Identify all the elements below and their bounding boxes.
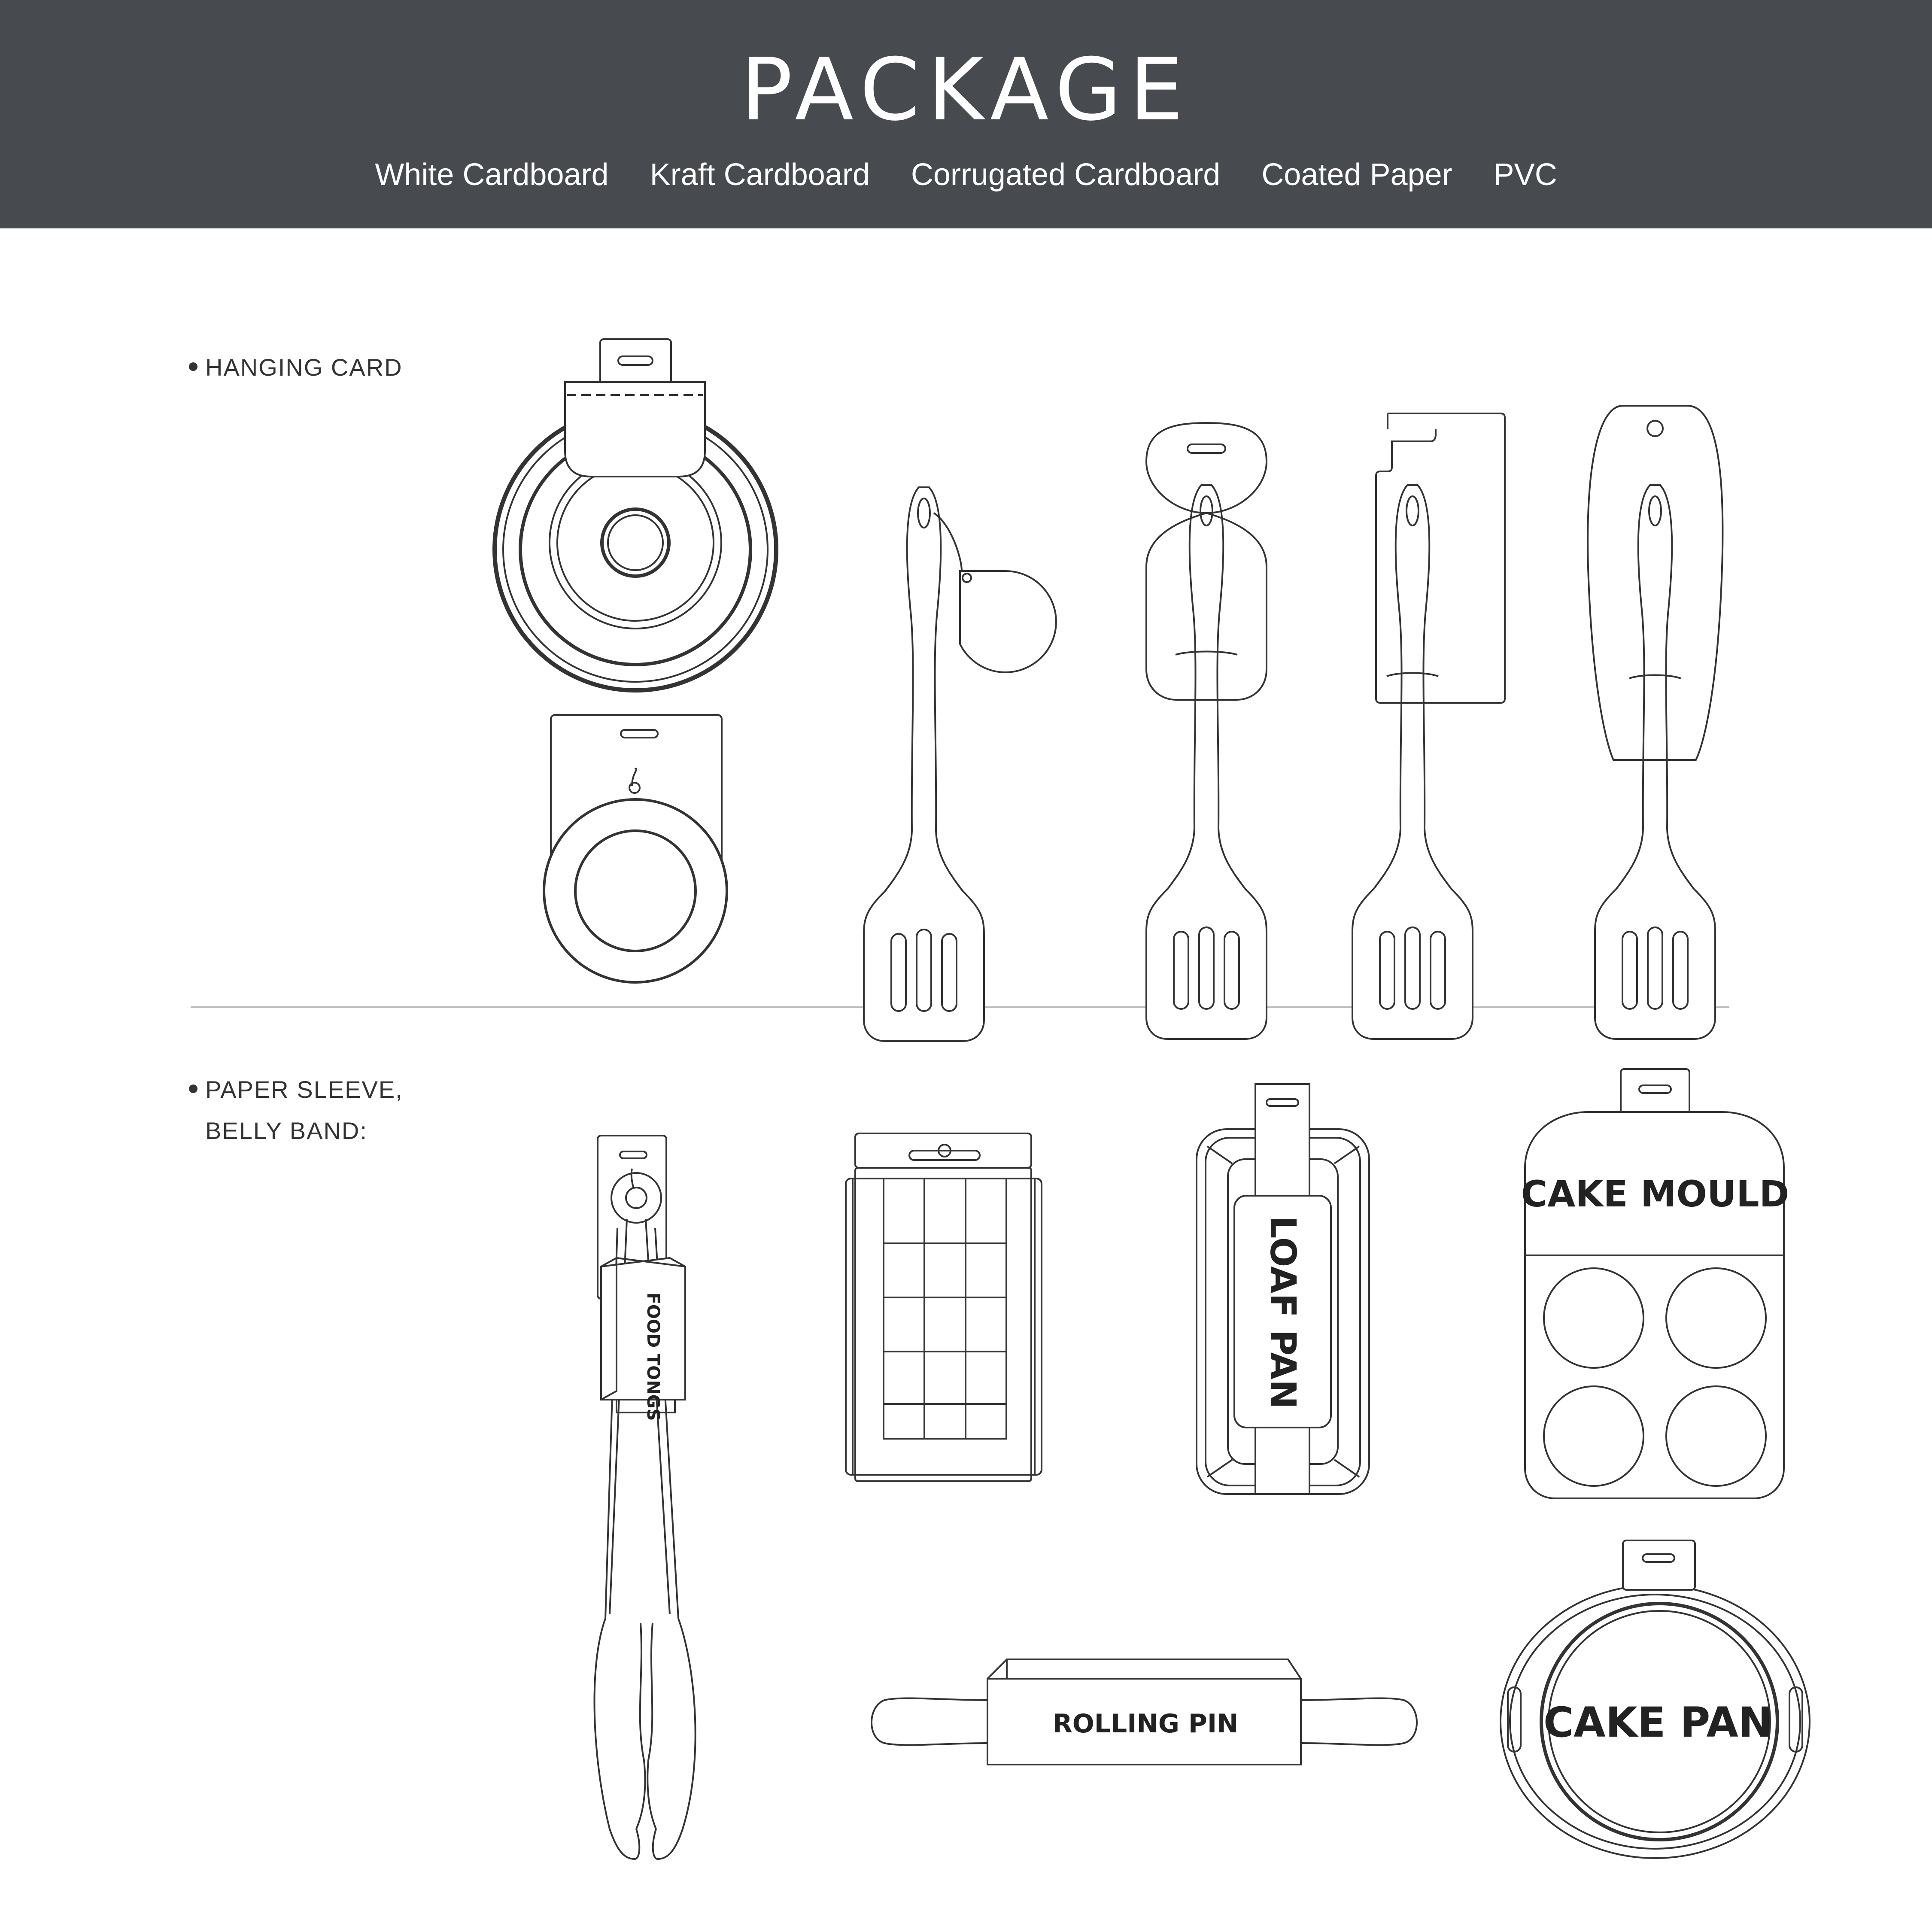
spatula-hook-card	[1352, 413, 1505, 1039]
cake-pan-label: CAKE PAN	[1543, 1698, 1773, 1747]
spatula-long-card	[1588, 406, 1722, 1039]
rolling-pin-label: ROLLING PIN	[1052, 1709, 1239, 1739]
material-item: Kraft Cardboard	[650, 158, 870, 192]
spatula-bulb-card	[1146, 423, 1267, 1039]
spatula-round-tag	[864, 487, 1056, 1041]
section-label-paper-sleeve: PAPER SLEEVE, BELLY BAND:	[189, 1069, 403, 1151]
food-tongs-sleeve	[595, 1136, 696, 1859]
cake-mould-label: CAKE MOULD	[1521, 1173, 1789, 1215]
small-lid-hanging-card	[544, 715, 727, 982]
material-item: White Cardboard	[375, 158, 609, 192]
loaf-pan-label: LOAF PAN	[1262, 1216, 1303, 1409]
material-item: Coated Paper	[1261, 158, 1452, 192]
cake-mould-card	[1525, 1069, 1784, 1498]
material-item: Corrugated Cardboard	[911, 158, 1221, 192]
section-label-hanging-card: HANGING CARD	[189, 347, 403, 388]
round-lid-hanging-card	[495, 339, 776, 690]
ice-cube-tray-sleeve	[846, 1133, 1042, 1481]
material-item: PVC	[1493, 158, 1557, 192]
page-title: PACKAGE	[741, 40, 1191, 140]
food-tongs-label: FOOD TONGS	[643, 1292, 663, 1421]
